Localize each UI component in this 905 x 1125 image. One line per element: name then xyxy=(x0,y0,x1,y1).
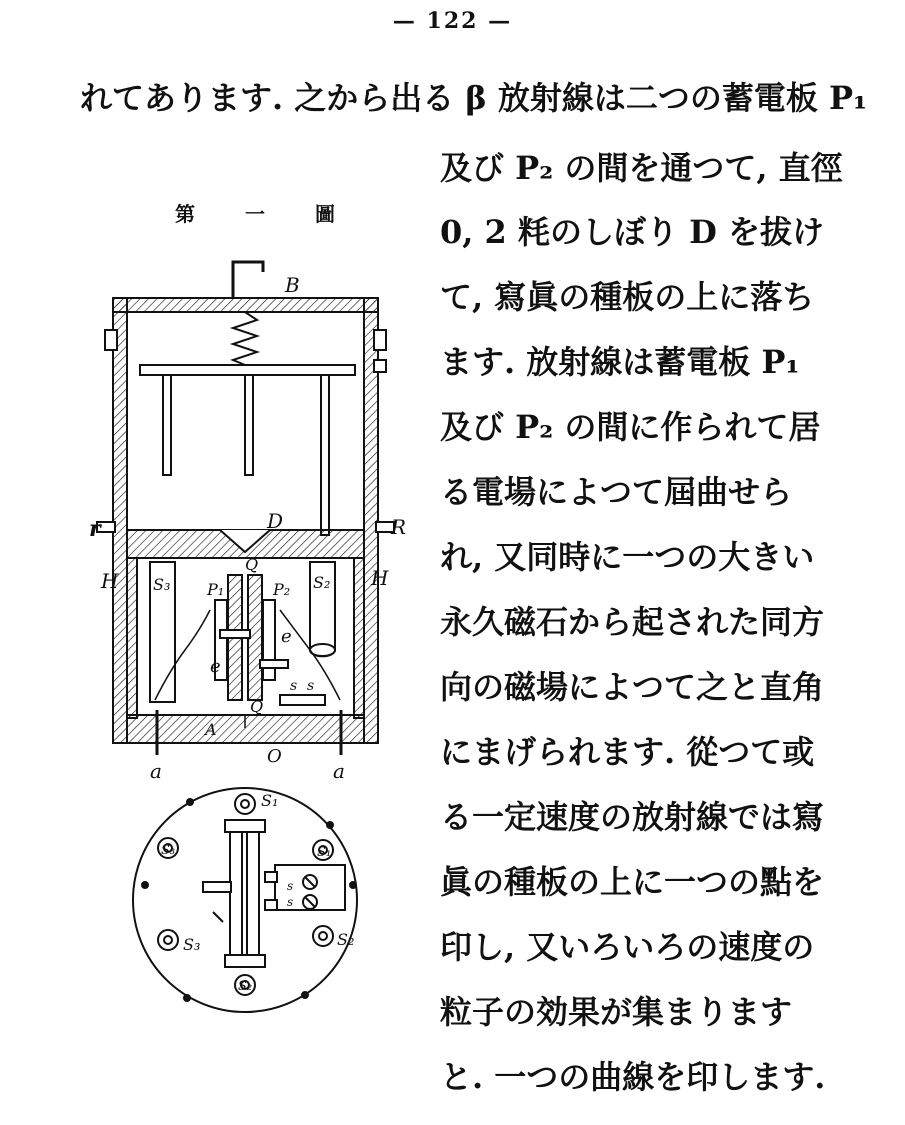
label-P2: P₂ xyxy=(273,580,291,599)
label-s: s xyxy=(307,678,315,694)
label-s: s xyxy=(290,678,298,694)
label-B: B xyxy=(285,273,300,297)
label-S3: S₃ xyxy=(153,575,171,594)
label-plan-S1: S₁ xyxy=(317,845,332,860)
text-line: る一定速度の放射線では寫 xyxy=(440,798,825,836)
figure-title-char: 圖 xyxy=(315,202,335,226)
label-O: O xyxy=(267,746,282,767)
label-a-left: a xyxy=(150,759,162,783)
text-line: 向の磁場によつて之と直角 xyxy=(440,668,825,706)
figure-title-char: 第 xyxy=(175,202,195,226)
label-H-left: H xyxy=(101,569,119,593)
figure-title xyxy=(175,198,335,227)
text-line: ます. 放射線は蓄電板 P₁ xyxy=(440,343,800,381)
text-line: 眞の種板の上に一つの點を xyxy=(440,863,825,901)
text-line: れ, 又同時に一つの大きい xyxy=(440,538,815,576)
label-P1: P₁ xyxy=(207,580,225,599)
text-line: 粒子の効果が集まります xyxy=(440,993,793,1031)
label-H-right: H xyxy=(371,566,389,590)
text-line: 及び P₂ の間を通つて, 直徑 xyxy=(440,149,843,187)
label-R: R xyxy=(391,515,407,539)
text-line-first: れてあります. 之から出る β 放射線は二つの蓄電板 P₁ xyxy=(80,79,868,117)
text-line: と. 一つの曲線を印します. xyxy=(440,1058,826,1096)
text-line: て, 寫眞の種板の上に落ち xyxy=(440,278,815,316)
label-plan-s: s xyxy=(287,879,294,893)
text-line: 印し, 又いろいろの速度の xyxy=(440,928,815,966)
figure-title-char: 一 xyxy=(245,202,265,226)
label-r: r xyxy=(89,516,101,542)
label-Q-bottom: Q xyxy=(250,697,264,716)
label-e: e xyxy=(210,656,221,677)
label-plan-S3: S₃ xyxy=(161,843,176,858)
apparatus-figure xyxy=(89,250,415,1070)
label-plan-S3: S₃ xyxy=(183,935,201,954)
label-Q-top: Q xyxy=(245,555,259,574)
label-S2: S₂ xyxy=(313,573,331,592)
label-a-right: a xyxy=(333,759,345,783)
label-A: A xyxy=(205,720,217,739)
label-plan-S1: S₁ xyxy=(261,791,279,810)
text-line: 0, 2 粍のしぼり D を拔け xyxy=(440,213,824,251)
label-e: e xyxy=(281,626,292,647)
text-line: 及び P₂ の間に作られて居 xyxy=(440,408,821,446)
label-plan-S2: S₂ xyxy=(337,930,355,949)
label-D: D xyxy=(267,509,284,533)
text-line: 永久磁石から起された同方 xyxy=(440,603,825,641)
text-line: にまげられます. 從つて或 xyxy=(440,733,815,771)
page-number: — 122 — xyxy=(392,8,513,34)
label-plan-S2: S₂ xyxy=(238,979,253,994)
label-plan-s: s xyxy=(287,895,294,909)
cross-section-diagram xyxy=(97,262,394,755)
text-line: る電場によつて屆曲せら xyxy=(440,473,793,511)
